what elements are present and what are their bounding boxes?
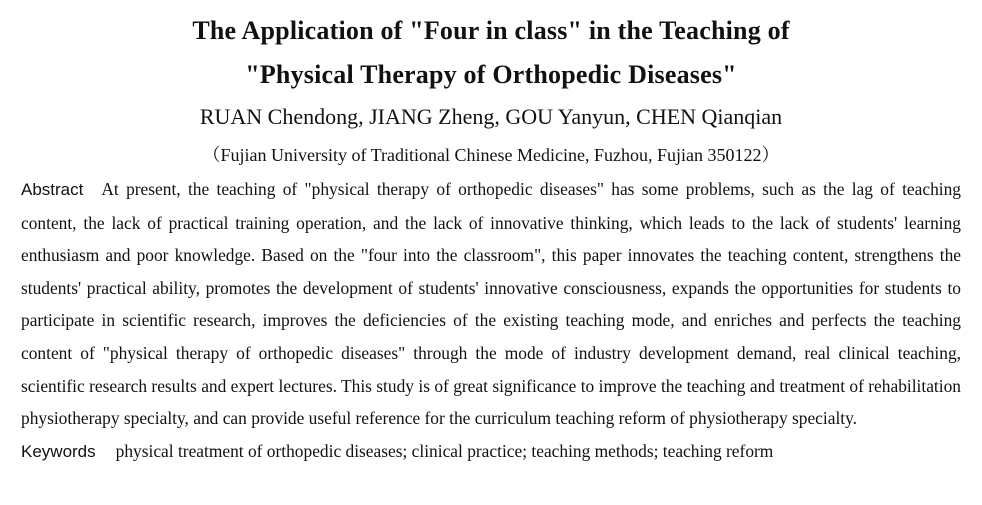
keywords-label: Keywords: [21, 441, 96, 461]
author-list: RUAN Chendong, JIANG Zheng, GOU Yanyun, CHEN Qianqian: [199, 104, 783, 129]
abstract-paragraph: [21, 173, 961, 435]
keywords-paragraph: [21, 435, 961, 468]
paper-title-line-2: "Physical Therapy of Orthopedic Diseases": [245, 60, 737, 89]
abstract-label: Abstract: [21, 180, 84, 199]
keywords-text: physical treatment of orthopedic diseases; clinical practice; teaching methods; teaching reform: [115, 440, 774, 461]
affiliation: （Fujian University of Traditional Chinese Medicine, Fuzhou, Fujian 350122）: [202, 145, 780, 165]
abstract-text: At present, the teaching of "physical therapy of orthopedic diseases" has some problems, such as the lag of teaching content, the lack of practical training operation, and the lack of innovative thinking, which leads to the lack of students' learning enthusiasm and poor knowledge. Based on the "four into the classroom", this paper innovates the teaching content, strengthens the students' practical ability, promotes the development of students' innovative consciousness, expands the opportunities for students to participate in scientific research, improves the deficiencies of the existing teaching mode, and enriches and perfects the teaching content of "physical therapy of orthopedic diseases" through the mode of industry development demand, real clinical teaching, scientific research results and expert lectures. This study is of great significance to improve the teaching and treatment of rehabilitation physiotherapy specialty, and can provide useful reference for the curriculum teaching reform of physiotherapy specialty.: [21, 179, 961, 429]
paper-title-line-1: The Application of "Four in class" in the Teaching of: [192, 16, 790, 45]
